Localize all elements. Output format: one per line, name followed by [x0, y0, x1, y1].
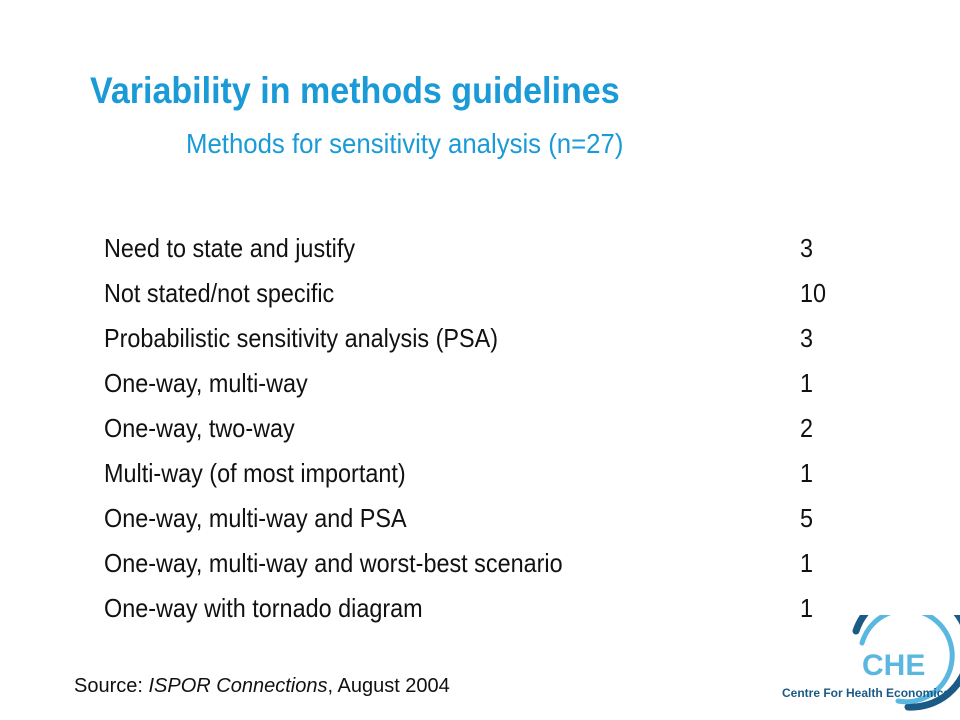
row-label: Not stated/not specific — [104, 278, 335, 308]
row-count: 1 — [800, 548, 814, 578]
logo-name: Centre For Health Economics — [782, 686, 951, 700]
row-count: 1 — [800, 458, 814, 488]
table-row — [104, 361, 864, 406]
slide-subtitle: Methods for sensitivity analysis (n=27) — [186, 128, 624, 159]
row-label: One-way, multi-way and PSA — [104, 503, 407, 533]
row-label: Probabilistic sensitivity analysis (PSA) — [104, 323, 499, 353]
row-label: Multi-way (of most important) — [104, 458, 406, 488]
slide-title: Variability in methods guidelines — [90, 70, 620, 111]
table-row — [104, 271, 864, 316]
methods-table — [104, 226, 864, 631]
table-row — [104, 586, 864, 631]
row-label: One-way with tornado diagram — [104, 593, 423, 623]
row-label: One-way, two-way — [104, 413, 295, 443]
row-count: 1 — [800, 368, 814, 398]
row-count: 3 — [800, 233, 814, 263]
che-logo — [776, 615, 960, 720]
table-row — [104, 496, 864, 541]
source-suffix: , August 2004 — [327, 675, 450, 697]
table-row — [104, 406, 864, 451]
row-count: 3 — [800, 323, 814, 353]
row-count: 1 — [800, 593, 814, 623]
source-publication: ISPOR Connections — [148, 675, 328, 697]
row-count: 10 — [800, 278, 827, 308]
source-prefix: Source: — [74, 675, 149, 697]
table-row — [104, 451, 864, 496]
row-count: 5 — [800, 503, 814, 533]
row-count: 2 — [800, 413, 814, 443]
row-label: One-way, multi-way and worst-best scenario — [104, 548, 563, 578]
source-note — [74, 675, 450, 698]
row-label: Need to state and justify — [104, 233, 356, 263]
row-label: One-way, multi-way — [104, 368, 308, 398]
logo-abbrev: CHE — [862, 649, 926, 682]
table-row — [104, 541, 864, 586]
table-row — [104, 226, 864, 271]
table-row — [104, 316, 864, 361]
